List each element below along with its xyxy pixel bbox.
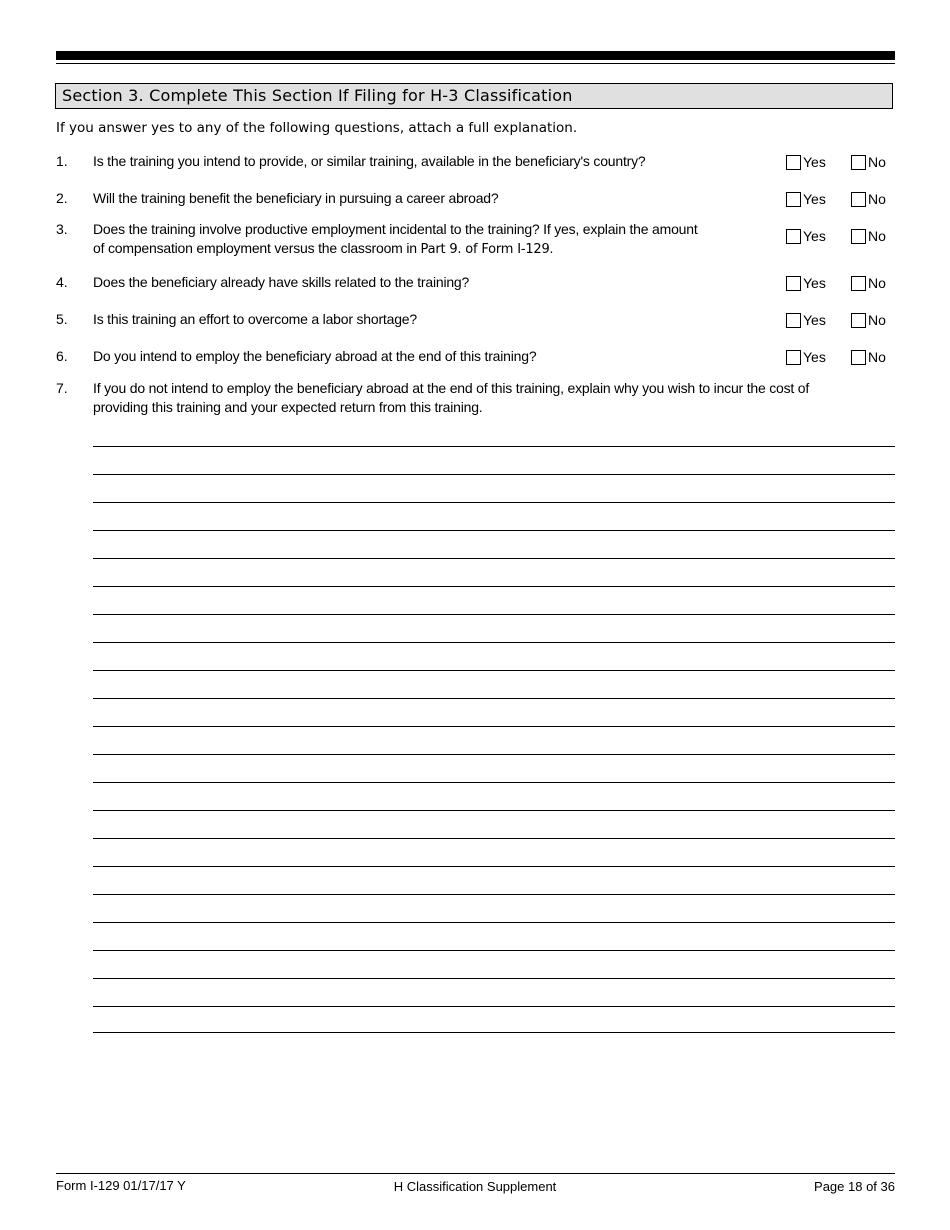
yes-label: Yes <box>803 228 826 244</box>
question-3-text <box>93 220 703 259</box>
answer-line[interactable] <box>93 1007 895 1033</box>
answer-line[interactable] <box>93 531 895 559</box>
question-4-number: 4. <box>56 274 68 290</box>
top-rule-thick <box>56 51 895 60</box>
answer-line[interactable] <box>93 503 895 531</box>
question-2-number: 2. <box>56 190 68 206</box>
answer-line[interactable] <box>93 923 895 951</box>
question-6-no-checkbox[interactable] <box>851 348 886 366</box>
question-2-text: Will the training benefit the beneficiary in pursuing a career abroad? <box>93 190 499 206</box>
yes-label: Yes <box>803 275 826 291</box>
question-5-text: Is this training an effort to overcome a labor shortage? <box>93 311 417 327</box>
no-label: No <box>868 191 886 207</box>
answer-line[interactable] <box>93 671 895 699</box>
question-6-yes-checkbox[interactable] <box>786 348 826 366</box>
question-6-text: Do you intend to employ the beneficiary abroad at the end of this training? <box>93 348 537 364</box>
question-2-no-checkbox[interactable] <box>851 190 886 208</box>
answer-line[interactable] <box>93 615 895 643</box>
yes-label: Yes <box>803 191 826 207</box>
yes-label: Yes <box>803 312 826 328</box>
answer-line[interactable] <box>93 587 895 615</box>
answer-line[interactable] <box>93 475 895 503</box>
checkbox-box[interactable] <box>786 229 801 244</box>
question-6-number: 6. <box>56 348 68 364</box>
question-7-answer-area[interactable] <box>93 419 895 1033</box>
no-label: No <box>868 275 886 291</box>
checkbox-box[interactable] <box>851 192 866 207</box>
question-1-number: 1. <box>56 153 68 169</box>
checkbox-box[interactable] <box>851 276 866 291</box>
answer-line[interactable] <box>93 951 895 979</box>
question-1-no-checkbox[interactable] <box>851 153 886 171</box>
section-intro: If you answer yes to any of the following questions, attach a full explanation. <box>56 120 578 136</box>
footer-form-id: Form I-129 01/17/17 Y <box>56 1178 186 1193</box>
no-label: No <box>868 349 886 365</box>
no-label: No <box>868 154 886 170</box>
footer-page-number: Page 18 of 36 <box>814 1179 895 1194</box>
answer-line[interactable] <box>93 811 895 839</box>
question-7-text: If you do not intend to employ the beneficiary abroad at the end of this training, explain why you wish to incur the cost of providing this training and your expected return from this training. <box>93 380 810 415</box>
answer-line[interactable] <box>93 755 895 783</box>
checkbox-box[interactable] <box>786 155 801 170</box>
question-3-tail: . <box>549 240 554 256</box>
answer-line[interactable] <box>93 727 895 755</box>
footer-title: H Classification Supplement <box>393 1179 557 1194</box>
checkbox-box[interactable] <box>851 155 866 170</box>
yes-label: Yes <box>803 349 826 365</box>
checkbox-box[interactable] <box>851 350 866 365</box>
checkbox-box[interactable] <box>786 350 801 365</box>
question-4-yes-checkbox[interactable] <box>786 274 826 292</box>
answer-line[interactable] <box>93 867 895 895</box>
question-5-number: 5. <box>56 311 68 327</box>
checkbox-box[interactable] <box>786 276 801 291</box>
question-1-yes-checkbox[interactable] <box>786 153 826 171</box>
question-3-no-checkbox[interactable] <box>851 227 886 245</box>
answer-line[interactable] <box>93 643 895 671</box>
yes-label: Yes <box>803 154 826 170</box>
checkbox-box[interactable] <box>851 229 866 244</box>
top-rule-thin <box>56 63 895 64</box>
checkbox-box[interactable] <box>786 192 801 207</box>
answer-line[interactable] <box>93 783 895 811</box>
answer-line[interactable] <box>93 559 895 587</box>
question-5-no-checkbox[interactable] <box>851 311 886 329</box>
answer-line[interactable] <box>93 419 895 447</box>
question-2-yes-checkbox[interactable] <box>786 190 826 208</box>
checkbox-box[interactable] <box>786 313 801 328</box>
answer-line[interactable] <box>93 447 895 475</box>
question-3-body: Does the training involve productive employment incidental to the training? If yes, explain the amount of compensation employment versus the classroom in <box>93 221 698 256</box>
footer-rule <box>56 1173 895 1174</box>
question-7-number: 7. <box>56 380 68 396</box>
question-3-yes-checkbox[interactable] <box>786 227 826 245</box>
question-4-no-checkbox[interactable] <box>851 274 886 292</box>
question-3-reference: Part 9. of Form I-129 <box>420 242 550 257</box>
no-label: No <box>868 312 886 328</box>
question-3-number: 3. <box>56 221 68 237</box>
section-header: Section 3. Complete This Section If Filing for H-3 Classification <box>55 83 893 109</box>
no-label: No <box>868 228 886 244</box>
checkbox-box[interactable] <box>851 313 866 328</box>
answer-line[interactable] <box>93 699 895 727</box>
question-4-text: Does the beneficiary already have skills related to the training? <box>93 274 470 290</box>
question-1-text: Is the training you intend to provide, or similar training, available in the beneficiary's country? <box>93 153 646 169</box>
answer-line[interactable] <box>93 979 895 1007</box>
answer-line[interactable] <box>93 895 895 923</box>
question-5-yes-checkbox[interactable] <box>786 311 826 329</box>
answer-line[interactable] <box>93 839 895 867</box>
